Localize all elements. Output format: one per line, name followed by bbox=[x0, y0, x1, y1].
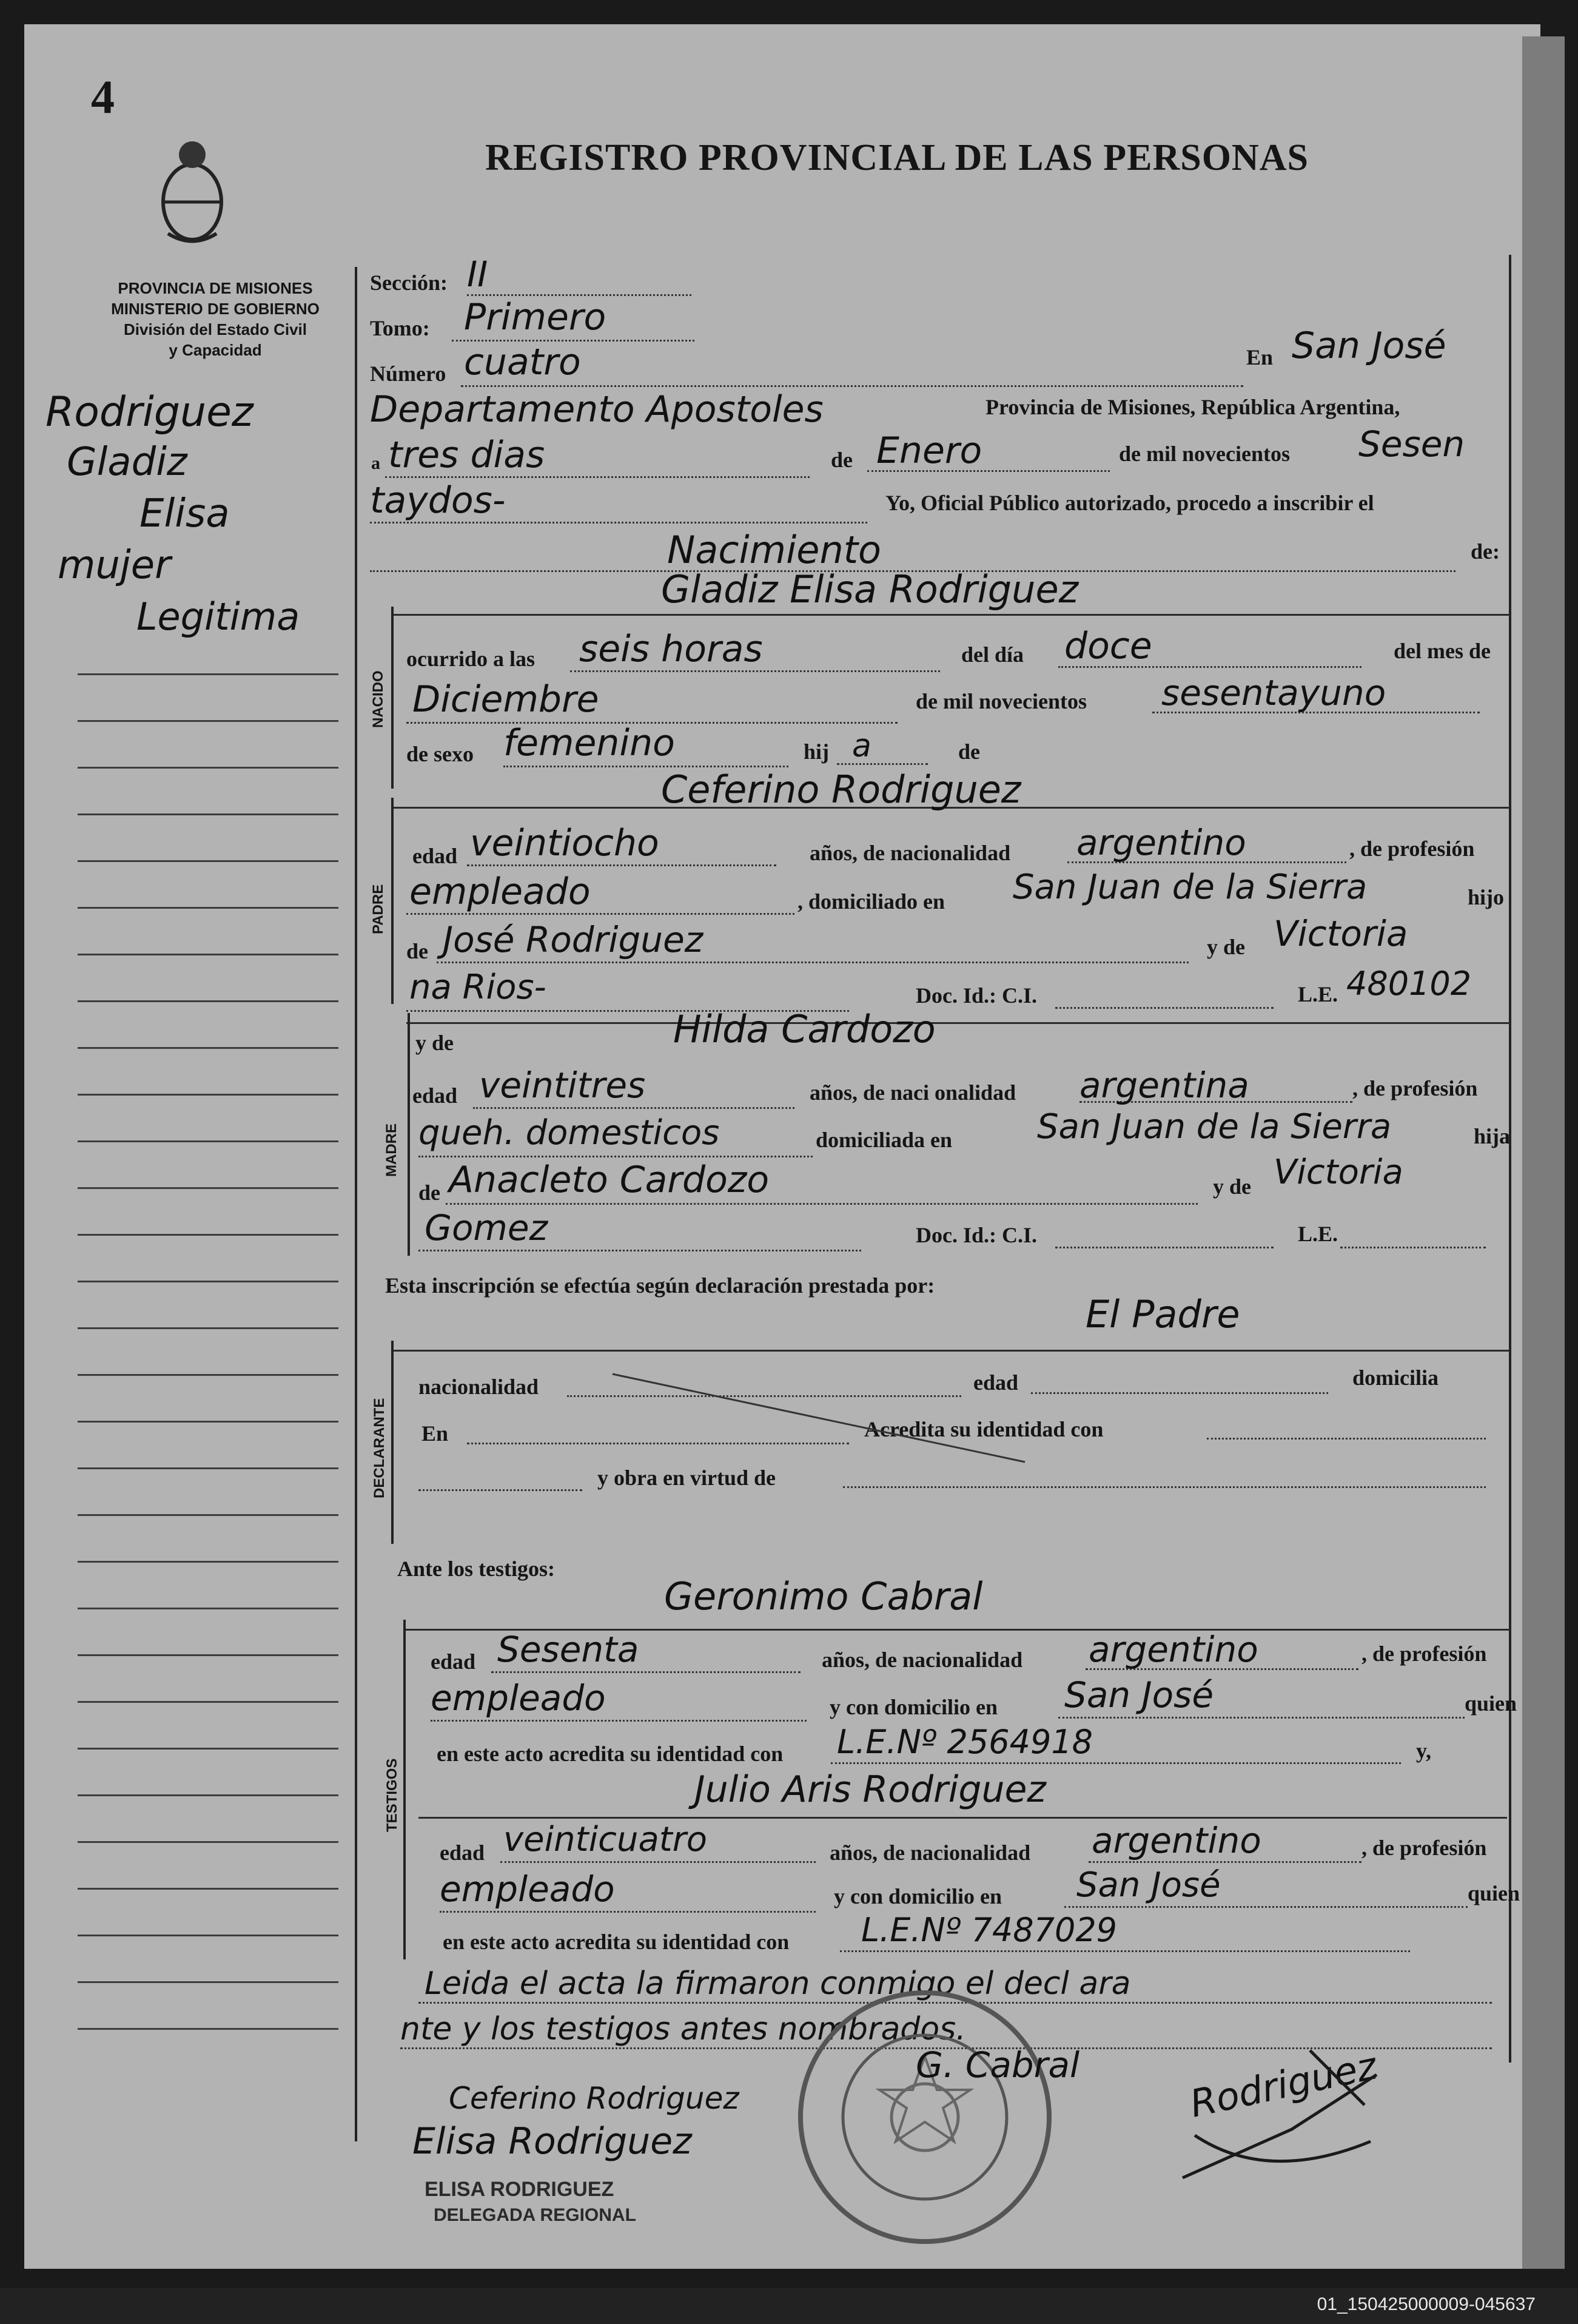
padre-domicilio-label: , domiciliado en bbox=[797, 889, 945, 914]
stamp-name: ELISA RODRIGUEZ bbox=[425, 2178, 614, 2201]
numero-value: cuatro bbox=[464, 341, 581, 383]
margin-ruled-line bbox=[78, 767, 338, 769]
madre-hija-de-label: de bbox=[418, 1181, 440, 1205]
a-label: a bbox=[371, 453, 380, 473]
testigo1-profesion-value: empleado bbox=[431, 1677, 606, 1719]
testigo2-doc-value: L.E.Nº 7487029 bbox=[861, 1911, 1118, 1949]
inscripcion-label: Esta inscripción se efectúa según declaración prestada por: bbox=[385, 1273, 935, 1298]
margin-ruled-line bbox=[78, 1000, 338, 1002]
padre-nacionalidad-value: argentino bbox=[1076, 822, 1246, 863]
hora-value: seis horas bbox=[579, 628, 763, 670]
margin-ruled-line bbox=[78, 813, 338, 815]
section-padre: PADRE bbox=[370, 884, 386, 934]
testigo2-nacionalidad-value: argentino bbox=[1092, 1820, 1261, 1861]
seccion-label: Sección: bbox=[370, 271, 448, 295]
margin-ruled-line bbox=[78, 1514, 338, 1516]
margin-ruled-line bbox=[78, 1234, 338, 1236]
declarante-acredita-label: Acredita su identidad con bbox=[864, 1417, 1104, 1441]
margin-ruled-line bbox=[78, 1140, 338, 1142]
signature-flourish bbox=[1170, 2038, 1401, 2196]
padre-doc-label: Doc. Id.: C.I. bbox=[916, 983, 1038, 1008]
coat-of-arms-icon bbox=[159, 136, 226, 246]
margin-ruled-line bbox=[78, 1888, 338, 1890]
margin-ruled-line bbox=[78, 1608, 338, 1609]
margin-ruled-line bbox=[78, 1467, 338, 1469]
oficial-label: Yo, Oficial Público autorizado, procedo a inscribir el bbox=[885, 491, 1374, 515]
margin-ruled-line bbox=[78, 860, 338, 862]
testigo2-edad-label: edad bbox=[440, 1841, 485, 1865]
padre-hijo-de-value: José Rodriguez bbox=[443, 919, 703, 960]
issuer-line: y Capacidad bbox=[169, 341, 262, 359]
testigo2-quien-label: quien bbox=[1468, 1881, 1520, 1905]
testigo2-acredita-label: en este acto acredita su identidad con bbox=[443, 1930, 790, 1954]
ocurrido-label: ocurrido a las bbox=[406, 647, 535, 671]
padre-y-de-label: y de bbox=[1207, 935, 1245, 959]
section-testigos: TESTIGOS bbox=[384, 1758, 400, 1832]
ante-testigos-label: Ante los testigos: bbox=[397, 1557, 555, 1581]
padre-hijo-de-label: de bbox=[406, 939, 428, 963]
margin-ruled-line bbox=[78, 1094, 338, 1096]
madre-nacionalidad-label: años, de naci onalidad bbox=[810, 1080, 1016, 1105]
madre-edad-label: edad bbox=[412, 1083, 458, 1108]
sexo-value: femenino bbox=[503, 722, 675, 764]
form-left-border bbox=[355, 267, 357, 2141]
del-mes-label: del mes de bbox=[1394, 639, 1491, 663]
acto-value: Nacimiento bbox=[667, 528, 881, 572]
padre-profesion-value: empleado bbox=[409, 871, 591, 913]
document-title: REGISTRO PROVINCIAL DE LAS PERSONAS bbox=[485, 137, 1309, 178]
madre-y-de-value: Victoria bbox=[1274, 1153, 1403, 1192]
section-declarante: DECLARANTE bbox=[371, 1398, 388, 1498]
testigo1-domicilio-value: San José bbox=[1064, 1674, 1214, 1716]
tomo-value: Primero bbox=[464, 296, 606, 338]
padre-profesion-label: , de profesión bbox=[1349, 837, 1475, 861]
del-dia-label: del día bbox=[961, 642, 1024, 667]
madre-edad-value: veintitres bbox=[479, 1065, 646, 1106]
madre-profesion-label: , de profesión bbox=[1352, 1076, 1478, 1100]
anio-value-2: taydos- bbox=[370, 479, 506, 522]
madre-profesion-value: queh. domesticos bbox=[418, 1113, 720, 1153]
tomo-label: Tomo: bbox=[370, 316, 430, 340]
seccion-value: II bbox=[467, 254, 488, 295]
madre-domicilio-label: domiciliada en bbox=[816, 1128, 953, 1152]
madre-hija-de-value: Anacleto Cardozo bbox=[449, 1159, 770, 1201]
cierre-line-2: nte y los testigos antes nombrados. bbox=[400, 2011, 966, 2047]
padre-nombre-value: Ceferino Rodriguez bbox=[661, 767, 1021, 812]
padre-le-label: L.E. bbox=[1298, 982, 1338, 1006]
margin-ruled-line bbox=[78, 720, 338, 722]
padre-y-de-value-2: na Rios- bbox=[409, 968, 546, 1007]
margin-ruled-line bbox=[78, 954, 338, 955]
signature-cabral: G. Cabral bbox=[916, 2044, 1080, 2086]
madre-y-de-label: y de bbox=[415, 1031, 454, 1055]
issuer-block bbox=[85, 278, 346, 360]
anio-value-1: Sesen bbox=[1358, 423, 1465, 465]
testigo1-profesion-label: , de profesión bbox=[1361, 1642, 1487, 1666]
mes-value: Enero bbox=[876, 429, 982, 472]
testigo2-profesion-value: empleado bbox=[440, 1868, 615, 1910]
margin-ruled-line bbox=[78, 1981, 338, 1983]
issuer-line: MINISTERIO DE GOBIERNO bbox=[111, 300, 320, 318]
hij-suffix-value: a bbox=[852, 728, 871, 764]
stamp-role: DELEGADA REGIONAL bbox=[434, 2205, 636, 2225]
testigo2-profesion-label: , de profesión bbox=[1361, 1836, 1487, 1860]
testigo1-edad-label: edad bbox=[431, 1649, 476, 1674]
madre-domicilio-value: San Juan de la Sierra bbox=[1037, 1107, 1392, 1147]
margin-status: Legitima bbox=[136, 594, 300, 639]
testigo2-domicilio-label: y con domicilio en bbox=[834, 1884, 1002, 1908]
madre-nombre-value: Hilda Cardozo bbox=[673, 1007, 936, 1051]
margin-ruled-line bbox=[78, 1654, 338, 1656]
anio-nac-value: sesentayuno bbox=[1161, 672, 1386, 713]
provincia-label: Provincia de Misiones, República Argentina, bbox=[985, 395, 1400, 419]
issuer-line: División del Estado Civil bbox=[124, 320, 307, 338]
declarante-obra-label: y obra en virtud de bbox=[597, 1466, 776, 1490]
testigo1-nombre-value: Geronimo Cabral bbox=[664, 1574, 983, 1618]
padre-y-de-value: Victoria bbox=[1274, 913, 1408, 954]
en-label: En bbox=[1246, 345, 1274, 369]
de-nac-label: de bbox=[958, 739, 980, 764]
margin-ruled-line bbox=[78, 2028, 338, 2030]
page-number: 4 bbox=[91, 70, 115, 123]
mil-novecientos-nac-label: de mil novecientos bbox=[916, 689, 1087, 713]
margin-ruled-line bbox=[78, 1561, 338, 1563]
numero-label: Número bbox=[370, 362, 446, 386]
madre-doc-label: Doc. Id.: C.I. bbox=[916, 1223, 1038, 1247]
padre-hijo-label: hijo bbox=[1468, 885, 1505, 909]
de-label: de bbox=[831, 448, 853, 472]
signature-elisa: Elisa Rodriguez bbox=[412, 2120, 692, 2163]
issuer-line: PROVINCIA DE MISIONES bbox=[118, 279, 313, 297]
signature-ceferino: Ceferino Rodriguez bbox=[449, 2081, 739, 2116]
book-spine bbox=[1522, 36, 1565, 2269]
signature-rodriguez-declarante: Rodriguez bbox=[1186, 2043, 1381, 2126]
declarante-en-label: En bbox=[421, 1421, 449, 1446]
official-seal-icon bbox=[791, 1984, 1058, 2251]
hij-label: hij bbox=[804, 739, 830, 764]
margin-ruled-line bbox=[78, 1421, 338, 1423]
madre-nacionalidad-value: argentina bbox=[1079, 1065, 1249, 1106]
testigo2-edad-value: veinticuatro bbox=[503, 1820, 707, 1859]
madre-le-label: L.E. bbox=[1298, 1222, 1338, 1246]
dia-value: tres dias bbox=[388, 434, 545, 476]
nombre-value: Gladiz Elisa Rodriguez bbox=[661, 567, 1079, 611]
dia-nac-value: doce bbox=[1064, 625, 1152, 667]
testigo1-domicilio-label: y con domicilio en bbox=[830, 1695, 998, 1719]
section-nacido: NACIDO bbox=[370, 670, 386, 728]
margin-ruled-line bbox=[78, 1187, 338, 1189]
madre-hija-label: hija bbox=[1474, 1124, 1511, 1148]
en-value: San José bbox=[1292, 325, 1446, 367]
testigo1-y-label: y, bbox=[1416, 1739, 1432, 1763]
testigo1-edad-value: Sesenta bbox=[497, 1629, 639, 1670]
margin-ruled-line bbox=[78, 1748, 338, 1750]
margin-ruled-line bbox=[78, 1047, 338, 1049]
testigo1-doc-value: L.E.Nº 2564918 bbox=[837, 1723, 1093, 1761]
testigo2-nacionalidad-label: años, de nacionalidad bbox=[830, 1841, 1031, 1865]
padre-le-value: 480102 bbox=[1346, 965, 1472, 1003]
padre-nacionalidad-label: años, de nacionalidad bbox=[810, 841, 1011, 865]
section-madre: MADRE bbox=[383, 1123, 400, 1177]
image-id: 01_150425000009-045637 bbox=[1317, 2294, 1536, 2314]
margin-ruled-line bbox=[78, 1327, 338, 1329]
declarante-domicilia-label: domicilia bbox=[1352, 1366, 1439, 1390]
padre-edad-label: edad bbox=[412, 844, 458, 868]
margin-name2: Elisa bbox=[139, 491, 230, 536]
mil-novecientos-label: de mil novecientos bbox=[1119, 442, 1290, 466]
declarante-edad-label: edad bbox=[973, 1370, 1019, 1395]
declarante-cancel-stroke bbox=[606, 1371, 1031, 1468]
departamento-value: Departamento Apostoles bbox=[370, 388, 824, 431]
margin-surname: Rodriguez bbox=[45, 388, 253, 436]
margin-ruled-line bbox=[78, 1935, 338, 1936]
de-colon-label: de: bbox=[1471, 539, 1500, 564]
margin-ruled-line bbox=[78, 1701, 338, 1703]
margin-ruled-line bbox=[78, 907, 338, 909]
testigo2-domicilio-value: San José bbox=[1076, 1865, 1221, 1905]
testigo1-acredita-label: en este acto acredita su identidad con bbox=[437, 1742, 784, 1766]
testigo1-nacionalidad-value: argentino bbox=[1089, 1629, 1258, 1670]
declarante-value: El Padre bbox=[1086, 1292, 1240, 1336]
margin-ruled-line bbox=[78, 1374, 338, 1376]
testigo1-nacionalidad-label: años, de nacionalidad bbox=[822, 1648, 1023, 1672]
sexo-label: de sexo bbox=[406, 742, 474, 766]
madre-y-de-value-2: Gomez bbox=[425, 1207, 548, 1248]
margin-ruled-line bbox=[78, 1841, 338, 1843]
margin-ruled-line bbox=[78, 1794, 338, 1796]
declarante-nacionalidad-label: nacionalidad bbox=[418, 1375, 539, 1399]
mes-nac-value: Diciembre bbox=[412, 678, 599, 721]
padre-domicilio-value: San Juan de la Sierra bbox=[1013, 867, 1368, 907]
margin-name: Gladiz bbox=[67, 440, 187, 485]
margin-sex: mujer bbox=[58, 543, 171, 588]
testigo1-quien-label: quien bbox=[1465, 1691, 1517, 1716]
cierre-line-1: Leida el acta la firmaron conmigo el decl ara bbox=[425, 1965, 1131, 2002]
padre-edad-value: veintiocho bbox=[470, 822, 659, 864]
form-right-border bbox=[1509, 255, 1511, 2063]
madre-y-de2-label: y de bbox=[1213, 1174, 1251, 1199]
margin-ruled-line bbox=[78, 1281, 338, 1282]
margin-ruled-line bbox=[78, 673, 338, 675]
testigo2-nombre-value: Julio Aris Rodriguez bbox=[694, 1768, 1046, 1811]
